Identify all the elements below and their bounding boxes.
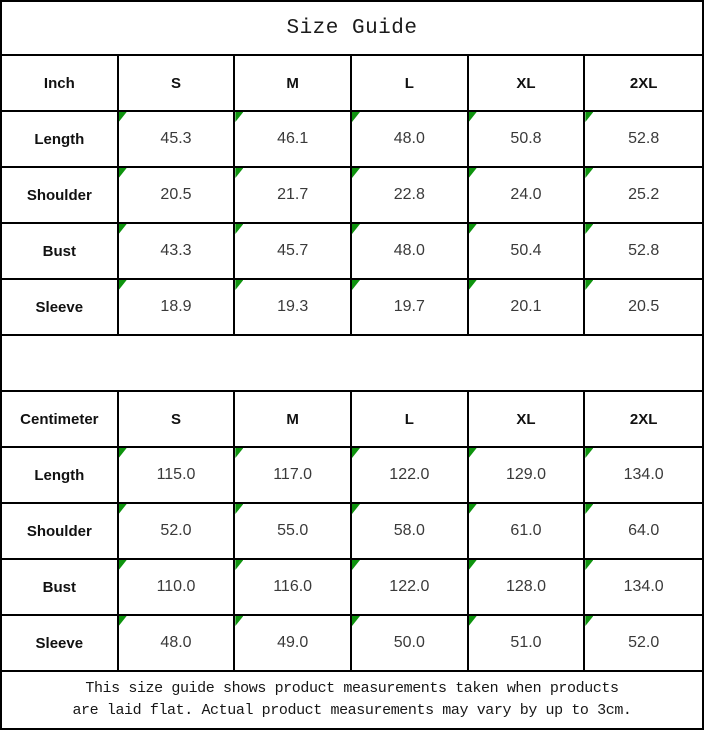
cm-row-label-sleeve: Sleeve [2, 616, 119, 672]
cm-length-value-s: 115.0 [119, 448, 236, 504]
corner-marker-icon [585, 280, 593, 290]
inch-sleeve-value-l: 19.7 [352, 280, 469, 336]
inch-sleeve-value-s: 18.9 [119, 280, 236, 336]
corner-marker-icon [469, 168, 477, 178]
inch-shoulder-value-l: 22.8 [352, 168, 469, 224]
cm-unit-header: Centimeter [2, 392, 119, 448]
corner-marker-icon [469, 616, 477, 626]
inch-bust-value-2xl: 52.8 [585, 224, 702, 280]
cm-bust-value-2xl: 134.0 [585, 560, 702, 616]
corner-marker-icon [469, 224, 477, 234]
cm-shoulder-value-2xl: 64.0 [585, 504, 702, 560]
cm-sleeve-value-s: 48.0 [119, 616, 236, 672]
corner-marker-icon [469, 112, 477, 122]
cm-shoulder-value-s: 52.0 [119, 504, 236, 560]
corner-marker-icon [352, 280, 360, 290]
cm-size-header-2xl: 2XL [585, 392, 702, 448]
cm-length-value-2xl: 134.0 [585, 448, 702, 504]
cm-bust-value-s: 110.0 [119, 560, 236, 616]
cm-sleeve-value-l: 50.0 [352, 616, 469, 672]
corner-marker-icon [235, 560, 243, 570]
corner-marker-icon [352, 448, 360, 458]
cm-shoulder-value-m: 55.0 [235, 504, 352, 560]
cm-row-label-bust: Bust [2, 560, 119, 616]
corner-marker-icon [119, 448, 127, 458]
corner-marker-icon [235, 168, 243, 178]
corner-marker-icon [352, 112, 360, 122]
corner-marker-icon [119, 280, 127, 290]
cm-size-header-xl: XL [469, 392, 586, 448]
cm-length-value-xl: 129.0 [469, 448, 586, 504]
corner-marker-icon [119, 112, 127, 122]
inch-length-value-xl: 50.8 [469, 112, 586, 168]
inch-bust-value-xl: 50.4 [469, 224, 586, 280]
corner-marker-icon [352, 504, 360, 514]
inch-shoulder-value-xl: 24.0 [469, 168, 586, 224]
inch-bust-value-m: 45.7 [235, 224, 352, 280]
cm-length-value-l: 122.0 [352, 448, 469, 504]
inch-sleeve-value-2xl: 20.5 [585, 280, 702, 336]
inch-shoulder-value-2xl: 25.2 [585, 168, 702, 224]
corner-marker-icon [585, 112, 593, 122]
corner-marker-icon [235, 112, 243, 122]
inch-row-label-shoulder: Shoulder [2, 168, 119, 224]
corner-marker-icon [585, 504, 593, 514]
corner-marker-icon [352, 616, 360, 626]
cm-row-label-shoulder: Shoulder [2, 504, 119, 560]
corner-marker-icon [469, 560, 477, 570]
inch-length-value-s: 45.3 [119, 112, 236, 168]
cm-size-header-s: S [119, 392, 236, 448]
cm-size-header-l: L [352, 392, 469, 448]
corner-marker-icon [585, 224, 593, 234]
corner-marker-icon [235, 448, 243, 458]
corner-marker-icon [235, 504, 243, 514]
footer-note [2, 672, 702, 728]
inch-shoulder-value-s: 20.5 [119, 168, 236, 224]
inch-unit-header: Inch [2, 56, 119, 112]
inch-length-value-2xl: 52.8 [585, 112, 702, 168]
inch-row-label-bust: Bust [2, 224, 119, 280]
corner-marker-icon [469, 504, 477, 514]
cm-row-label-length: Length [2, 448, 119, 504]
corner-marker-icon [119, 168, 127, 178]
inch-row-label-sleeve: Sleeve [2, 280, 119, 336]
cm-sleeve-value-2xl: 52.0 [585, 616, 702, 672]
size-header-xl: XL [469, 56, 586, 112]
corner-marker-icon [585, 616, 593, 626]
inch-sleeve-value-m: 19.3 [235, 280, 352, 336]
corner-marker-icon [352, 224, 360, 234]
corner-marker-icon [352, 560, 360, 570]
cm-bust-value-xl: 128.0 [469, 560, 586, 616]
corner-marker-icon [469, 280, 477, 290]
inch-bust-value-l: 48.0 [352, 224, 469, 280]
corner-marker-icon [119, 504, 127, 514]
cm-length-value-m: 117.0 [235, 448, 352, 504]
size-header-2xl: 2XL [585, 56, 702, 112]
page-title: Size Guide [2, 2, 702, 56]
inch-length-value-m: 46.1 [235, 112, 352, 168]
size-header-l: L [352, 56, 469, 112]
corner-marker-icon [235, 616, 243, 626]
cm-bust-value-m: 116.0 [235, 560, 352, 616]
footer-line-2: are laid flat. Actual product measurements may vary by up to 3cm. [72, 702, 632, 719]
footer-line-1: This size guide shows product measurements taken when products [85, 680, 619, 698]
spacer-row [2, 336, 702, 392]
corner-marker-icon [119, 560, 127, 570]
inch-length-value-l: 48.0 [352, 112, 469, 168]
corner-marker-icon [585, 448, 593, 458]
size-header-s: S [119, 56, 236, 112]
corner-marker-icon [469, 448, 477, 458]
corner-marker-icon [119, 616, 127, 626]
inch-bust-value-s: 43.3 [119, 224, 236, 280]
cm-size-header-m: M [235, 392, 352, 448]
corner-marker-icon [352, 168, 360, 178]
cm-bust-value-l: 122.0 [352, 560, 469, 616]
corner-marker-icon [585, 560, 593, 570]
corner-marker-icon [235, 280, 243, 290]
inch-shoulder-value-m: 21.7 [235, 168, 352, 224]
cm-shoulder-value-xl: 61.0 [469, 504, 586, 560]
corner-marker-icon [235, 224, 243, 234]
cm-shoulder-value-l: 58.0 [352, 504, 469, 560]
cm-sleeve-value-xl: 51.0 [469, 616, 586, 672]
inch-sleeve-value-xl: 20.1 [469, 280, 586, 336]
corner-marker-icon [585, 168, 593, 178]
inch-row-label-length: Length [2, 112, 119, 168]
corner-marker-icon [119, 224, 127, 234]
size-header-m: M [235, 56, 352, 112]
cm-sleeve-value-m: 49.0 [235, 616, 352, 672]
